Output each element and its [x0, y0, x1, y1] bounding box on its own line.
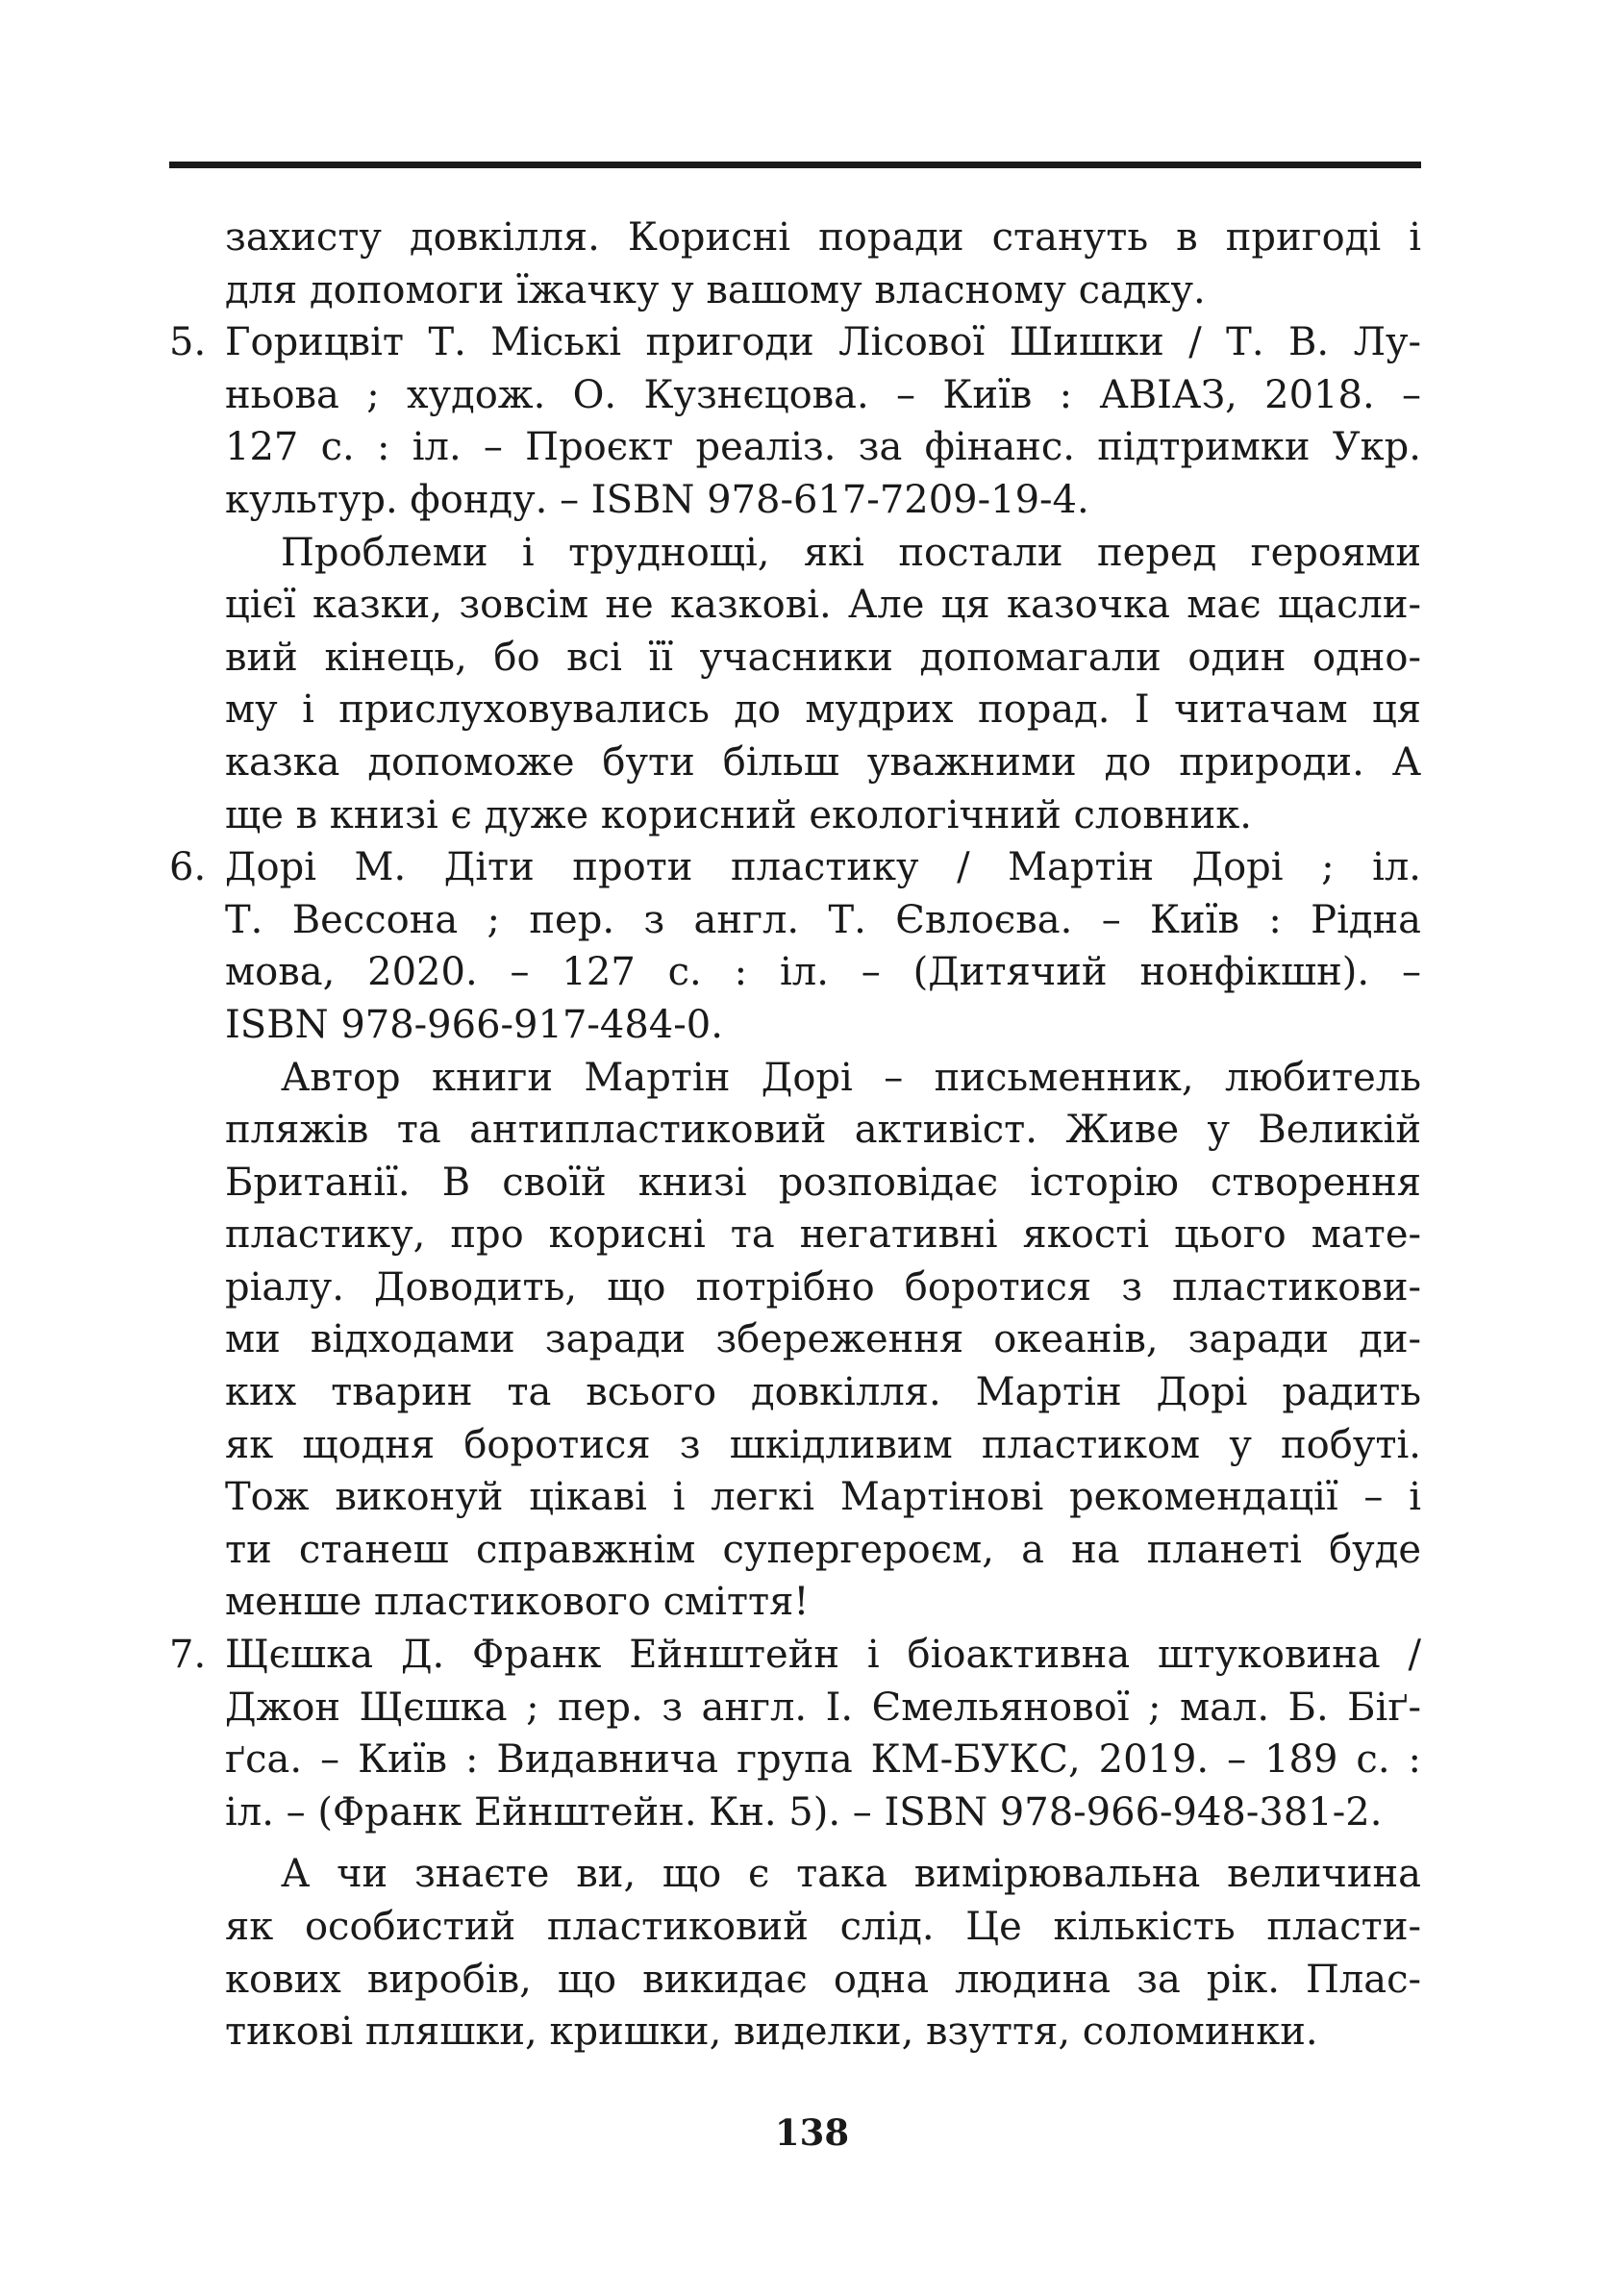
annotation-line: ще в книзі є дуже корисний екологічний словник.: [225, 792, 1252, 837]
annotation-line: казка допоможе бути більш уважними до природи. А: [225, 739, 1421, 785]
annotation-line: ти станеш справжнім супергероєм, а на планеті буде: [225, 1527, 1421, 1572]
citation-line: Джон Щєшка ; пер. з англ. І. Ємельянової ; мал. Б. Біґ-: [225, 1685, 1421, 1730]
annotation-line: як щодня боротися з шкідливим пластиком у побуті.: [225, 1422, 1421, 1467]
citation-line: 7. Щєшка Д. Франк Ейнштейн і біоактивна штуковина /: [225, 1629, 1421, 1682]
citation-line: 6. Дорі М. Діти проти пластику / Мартін Дорі ; іл.: [225, 841, 1421, 894]
citation-line: ISBN 978-966-917-484-0.: [225, 1002, 723, 1047]
annotation-line: ких тварин та всього довкілля. Мартін Дорі радить: [225, 1370, 1421, 1415]
text-line: для допомоги їжачку у вашому власному садку.: [225, 267, 1206, 312]
annotation-line: ріалу. Доводить, що потрібно боротися з пластикови-: [225, 1264, 1421, 1310]
bibliography-entry-7: [169, 1629, 1421, 2059]
entry-number: 6.: [169, 845, 207, 890]
annotation-line: му і прислуховувались до мудрих порад. І читачам ця: [225, 687, 1421, 733]
citation-line: 5. Горицвіт Т. Міські пригоди Лісової Шишки / Т. В. Лу-: [225, 316, 1421, 369]
citation-line: мова, 2020. – 127 с. : іл. – (Дитячий нонфікшн). –: [225, 950, 1421, 995]
annotation-line: тикові пляшки, кришки, виделки, взуття, соломинки.: [225, 2010, 1318, 2055]
annotation-line: ми відходами заради збереження океанів, заради ди-: [225, 1317, 1421, 1362]
bibliography-entry-6: [169, 841, 1421, 1629]
citation-line: іл. – (Франк Ейнштейн. Кн. 5). – ISBN 978-966-948-381-2.: [225, 1789, 1383, 1835]
page-body: [169, 212, 1421, 2059]
annotation-line: Британії. В своїй книзі розповідає історію створення: [225, 1160, 1421, 1205]
citation-line: ґса. – Київ : Видавнича група КМ-БУКС, 2019. – 189 с. :: [225, 1737, 1421, 1783]
page-number: 138: [774, 2111, 850, 2154]
citation-line: культур. фонду. – ISBN 978-617-7209-19-4.: [225, 477, 1089, 522]
annotation-line: менше пластикового сміття!: [225, 1580, 810, 1625]
annotation-line: як особистий пластиковий слід. Це кількість пласти-: [225, 1905, 1421, 1949]
continuation-paragraph: [169, 212, 1421, 316]
annotation-line: Тож виконуй цікаві і легкі Мартінові рекомендації – і: [225, 1475, 1421, 1520]
annotation-line: пляжів та антипластиковий активіст. Живе у Великій: [225, 1108, 1421, 1153]
citation-line: 127 с. : іл. – Проєкт реаліз. за фінанс. підтримки Укр.: [225, 425, 1421, 470]
annotation-line: цієї казки, зовсім не казкові. Але ця казочка має щасли-: [225, 583, 1421, 628]
text-line: захисту довкілля. Корисні поради стануть в пригоді і: [225, 215, 1421, 260]
header-rule: [169, 162, 1421, 168]
annotation-line: Проблеми і труднощі, які постали перед героями: [281, 530, 1421, 575]
annotation-line: Автор книги Мартін Дорі – письменник, любитель: [281, 1055, 1421, 1100]
entry-number: 5.: [169, 320, 207, 365]
annotation-line: пластику, про корисні та негативні якості цього мате-: [225, 1212, 1421, 1258]
citation-line: Т. Вессона ; пер. з англ. Т. Євлоєва. – Київ : Рідна: [225, 897, 1421, 942]
entry-number: 7.: [169, 1633, 207, 1678]
annotation-line: А чи знаєте ви, що є така вимірювальна величина: [281, 1852, 1421, 1897]
annotation-line: вий кінець, бо всі її учасники допомагали один одно-: [225, 635, 1421, 680]
citation-line: ньова ; худож. О. Кузнєцова. – Київ : АВІАЗ, 2018. –: [225, 372, 1421, 417]
bibliography-entry-5: [169, 316, 1421, 841]
annotation-line: кових виробів, що викидає одна людина за рік. Плас-: [225, 1957, 1421, 2002]
